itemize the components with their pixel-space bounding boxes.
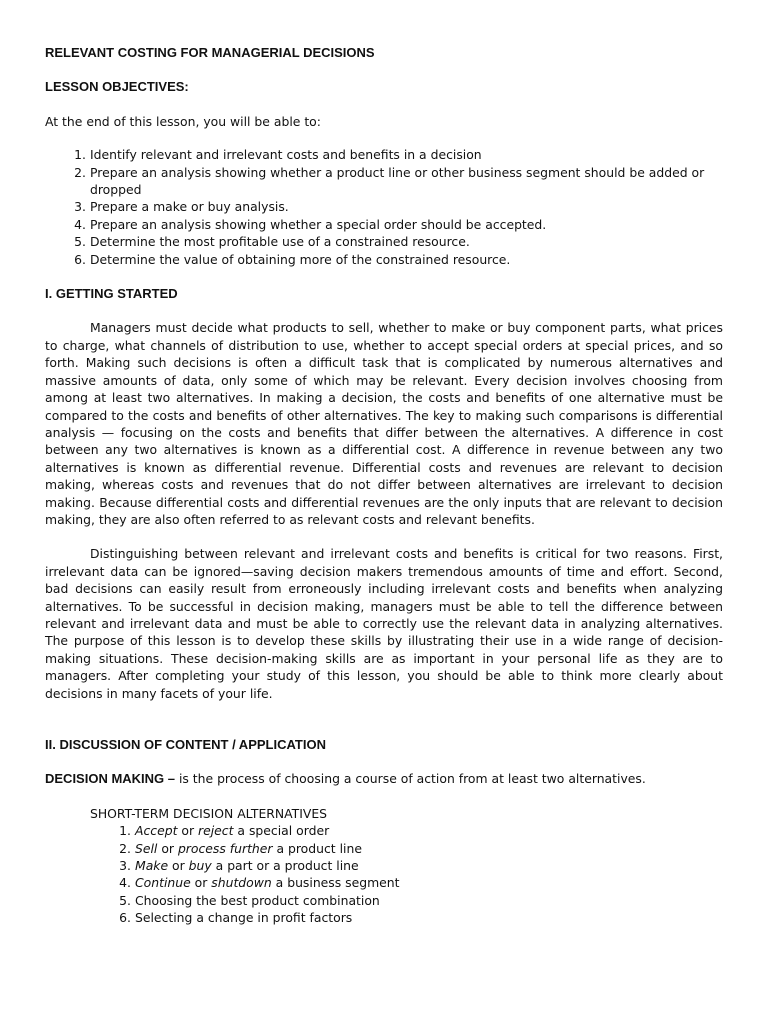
- document-title: RELEVANT COSTING FOR MANAGERIAL DECISIONS: [45, 45, 375, 60]
- document-page: [45, 44, 723, 927]
- alt-rest: a product line: [272, 840, 362, 856]
- objective-item: [74, 198, 723, 215]
- alt-connector: or: [157, 840, 178, 856]
- alt-rest: Choosing the best product combination: [135, 892, 380, 908]
- alt-connector: or: [168, 858, 189, 874]
- list-number: 5.: [74, 234, 86, 250]
- list-number: 6.: [119, 910, 131, 926]
- list-number: 4.: [119, 875, 131, 891]
- objective-item: [74, 164, 723, 199]
- discussion-heading: II. DISCUSSION OF CONTENT / APPLICATION: [45, 737, 326, 752]
- definition-text: is the process of choosing a course of action from at least two alternatives.: [175, 771, 646, 787]
- alternative-item: [119, 874, 723, 891]
- alternatives-list: [90, 822, 723, 926]
- objective-text: Prepare an analysis showing whether a special order should be accepted.: [90, 216, 547, 232]
- alt-option-b: process further: [177, 840, 273, 856]
- alternative-item: [119, 892, 723, 909]
- alternative-item: [119, 840, 723, 857]
- alt-option-a: Make: [135, 858, 169, 874]
- objective-text: Identify relevant and irrelevant costs and benefits in a decision: [90, 147, 482, 163]
- alternative-item: [119, 909, 723, 926]
- alt-rest: a business segment: [271, 875, 400, 891]
- alt-option-a: Accept: [135, 823, 178, 839]
- list-number: 3.: [119, 858, 131, 874]
- list-number: 5.: [119, 892, 131, 908]
- objective-text: Determine the most profitable use of a constrained resource.: [90, 234, 470, 250]
- definition-term: DECISION MAKING –: [45, 771, 176, 787]
- list-number: 4.: [74, 216, 86, 232]
- objectives-intro: At the end of this lesson, you will be able to:: [45, 113, 321, 129]
- lesson-objectives-heading: LESSON OBJECTIVES:: [45, 79, 189, 95]
- list-number: 6.: [74, 251, 86, 267]
- alt-option-b: reject: [198, 823, 234, 839]
- objective-item: [74, 251, 723, 268]
- list-number: 2.: [74, 164, 86, 180]
- objective-item: [74, 233, 723, 250]
- alt-option-b: shutdown: [211, 875, 272, 891]
- alt-option-a: Continue: [135, 875, 191, 891]
- short-term-alternatives: [90, 805, 723, 927]
- alternative-item: [119, 822, 723, 839]
- getting-started-paragraph-2: Distinguishing between relevant and irrelevant costs and benefits is critical for two reasons. First, irrelevant data can be ignored—saving decision makers tremendous amounts of time and effort. Second, bad decisions can easily result from erroneously including irrelevant costs and benefits when analyzing alternatives. To be successful in decision making, managers must be able to tell the difference between relevant and irrelevant data and must be able to correctly use the relevant data in analyzing alternatives. The purpose of this lesson is to develop these skills by illustrating their use in a wide range of decision-making situations. These decision-making skills are as important in your personal life as they are to managers. After completing your study of this lesson, you should be able to think more clearly about decisions in many facets of your life.: [45, 546, 723, 701]
- list-number: 1.: [74, 147, 86, 163]
- objective-text: Prepare a make or buy analysis.: [90, 199, 289, 215]
- list-number: 3.: [74, 199, 86, 215]
- list-number: 2.: [119, 840, 131, 856]
- alt-connector: or: [190, 875, 212, 891]
- objectives-list: [45, 146, 723, 268]
- objective-item: [74, 146, 723, 163]
- getting-started-heading: I. GETTING STARTED: [45, 286, 178, 302]
- decision-making-definition: [45, 770, 723, 787]
- alt-option-b: buy: [188, 858, 212, 874]
- objective-text: Determine the value of obtaining more of the constrained resource.: [90, 251, 511, 267]
- alt-rest: a special order: [233, 823, 330, 839]
- alt-option-a: Sell: [135, 840, 158, 856]
- alternative-item: [119, 857, 723, 874]
- alternatives-heading: SHORT-TERM DECISION ALTERNATIVES: [90, 805, 328, 821]
- alt-connector: or: [177, 823, 199, 839]
- list-number: 1.: [119, 823, 131, 839]
- getting-started-paragraph-1: Managers must decide what products to sell, whether to make or buy component parts, what prices to charge, what channels of distribution to use, whether to accept special orders at special prices, and so forth. Making such decisions is often a difficult task that is complicated by numerous alternatives and massive amounts of data, only some of which may be relevant. Every decision involves choosing from among at least two alternatives. In making a decision, the costs and benefits of one alternative must be compared to the costs and benefits of other alternatives. The key to making such comparisons is differential analysis — focusing on the costs and benefits that differ between the alternatives. A difference in cost between any two alternatives is known as a differential cost. A difference in revenue between any two alternatives is known as differential revenue. Differential costs and revenues are relevant to decision making, whereas costs and revenues that do not differ between alternatives are irrelevant to decision making. Because differential costs and differential revenues are the only inputs that are relevant to decision making, they are also often referred to as relevant costs and relevant benefits.: [45, 320, 723, 527]
- alt-rest: Selecting a change in profit factors: [135, 910, 353, 926]
- objective-item: [74, 216, 723, 233]
- objective-text: Prepare an analysis showing whether a product line or other business segment should be added or dropped: [90, 164, 705, 198]
- alt-rest: a part or a product line: [211, 858, 359, 874]
